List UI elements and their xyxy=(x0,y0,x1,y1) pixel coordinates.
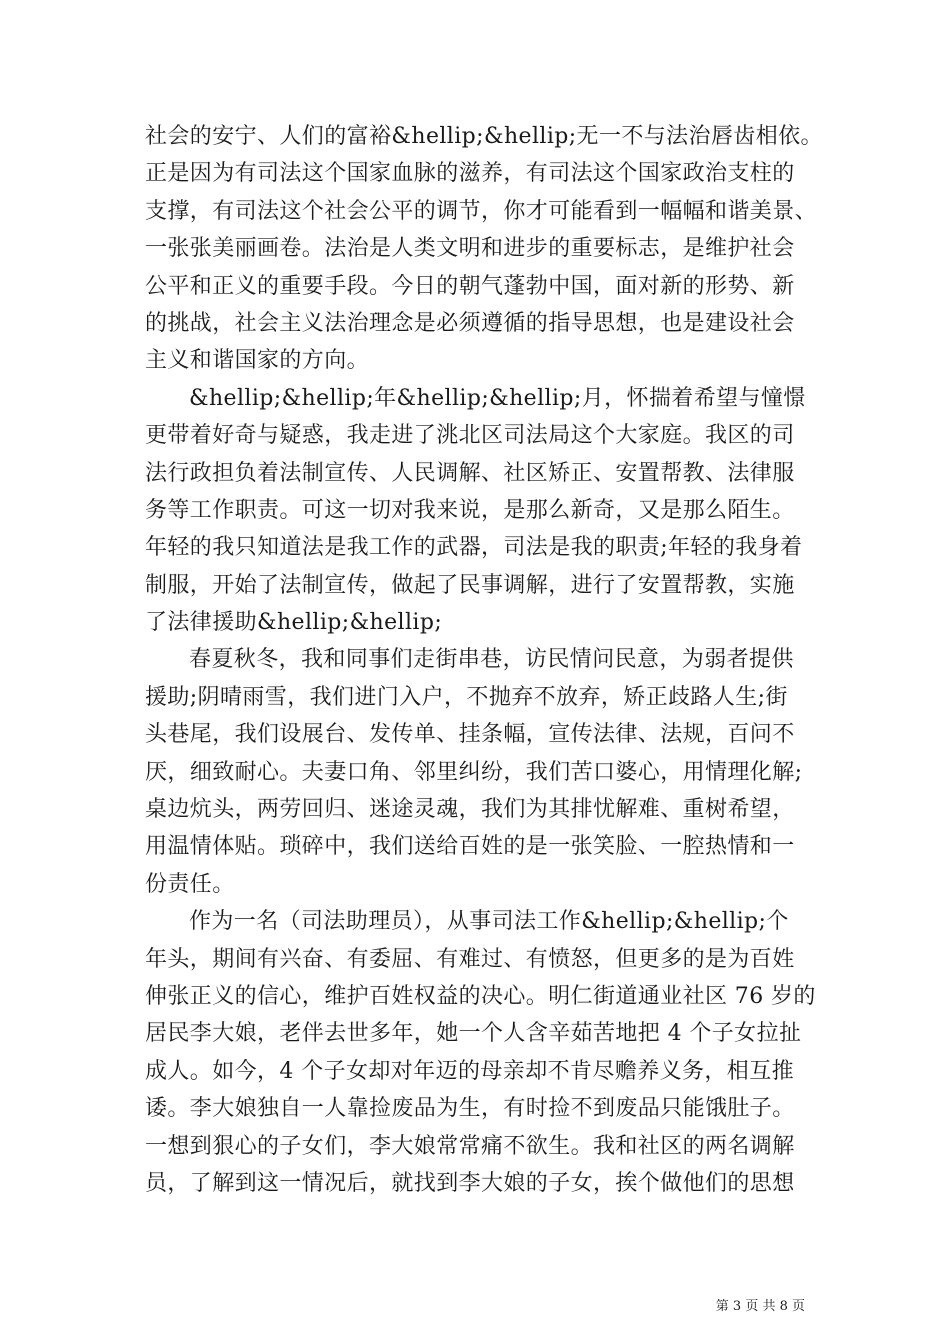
text-line: 厌，细致耐心。夫妻口角、邻里纠纷，我们苦口婆心，用情理化解; xyxy=(145,759,803,785)
text-line: 正是因为有司法这个国家血脉的滋养，有司法这个国家政治支柱的 xyxy=(145,161,795,187)
text-line: 员，了解到这一情况后，就找到李大娘的子女，挨个做他们的思想 xyxy=(145,1170,795,1196)
text-line: 伸张正义的信心，维护百姓权益的决心。明仁街道通业社区 76 岁的 xyxy=(145,983,816,1009)
body-text xyxy=(145,118,823,1202)
text-line: 一想到狠心的子女们，李大娘常常痛不欲生。我和社区的两名调解 xyxy=(145,1133,795,1159)
text-line: 了法律援助&hellip;&hellip; xyxy=(145,610,443,636)
paragraph-first-line: 春夏秋冬，我和同事们走街串巷，访民情问民意，为弱者提供 xyxy=(189,647,794,673)
text-line: 头巷尾，我们设展台、发传单、挂条幅，宣传法律、法规，百问不 xyxy=(145,722,795,748)
text-line: 援助;阴晴雨雪，我们进门入户，不抛弃不放弃，矫正歧路人生;街 xyxy=(145,684,788,710)
text-line: 公平和正义的重要手段。今日的朝气蓬勃中国，面对新的形势、新 xyxy=(145,273,795,299)
text-line: 居民李大娘，老伴去世多年，她一个人含辛茹苦地把 4 个子女拉扯 xyxy=(145,1021,802,1047)
text-line: 制服，开始了法制宣传，做起了民事调解，进行了安置帮教，实施 xyxy=(145,572,795,598)
paragraph-first-line: 作为一名（司法助理员），从事司法工作&hellip;&hellip;个 xyxy=(189,909,789,935)
text-line: 主义和谐国家的方向。 xyxy=(145,348,370,374)
text-line: 支撑，有司法这个社会公平的调节，你才可能看到一幅幅和谐美景、 xyxy=(145,198,818,224)
page-number: 第 3 页 共 8 页 xyxy=(715,1299,805,1314)
text-line: 用温情体贴。琐碎中，我们送给百姓的是一张笑脸、一腔热情和一 xyxy=(145,834,795,860)
text-line: 的挑战，社会主义法治理念是必须遵循的指导思想，也是建设社会 xyxy=(145,310,795,336)
text-line: 年轻的我只知道法是我工作的武器，司法是我的职责;年轻的我身着 xyxy=(145,535,803,561)
text-line: 一张张美丽画卷。法治是人类文明和进步的重要标志，是维护社会 xyxy=(145,236,795,262)
text-line: 更带着好奇与疑惑，我走进了洮北区司法局这个大家庭。我区的司 xyxy=(145,423,795,449)
text-line: 法行政担负着法制宣传、人民调解、社区矫正、安置帮教、法律服 xyxy=(145,460,795,486)
text-line: 务等工作职责。可这一切对我来说，是那么新奇，又是那么陌生。 xyxy=(145,497,795,523)
text-line: 桌边炕头，两劳回归、迷途灵魂，我们为其排忧解难、重树希望， xyxy=(145,797,795,823)
text-line: 成人。如今，4 个子女却对年迈的母亲却不肯尽赡养义务，相互推 xyxy=(145,1058,794,1084)
paragraph-first-line: &hellip;&hellip;年&hellip;&hellip;月，怀揣着希望与憧憬 xyxy=(189,385,806,411)
text-line: 份责任。 xyxy=(145,871,235,897)
text-line: 社会的安宁、人们的富裕&hellip;&hellip;无一不与法治唇齿相依。 xyxy=(145,124,823,149)
text-line: 诿。李大娘独自一人靠捡废品为生，有时捡不到废品只能饿肚子。 xyxy=(145,1096,795,1122)
text-line: 年头，期间有兴奋、有委屈、有难过、有愤怒，但更多的是为百姓 xyxy=(145,946,795,972)
